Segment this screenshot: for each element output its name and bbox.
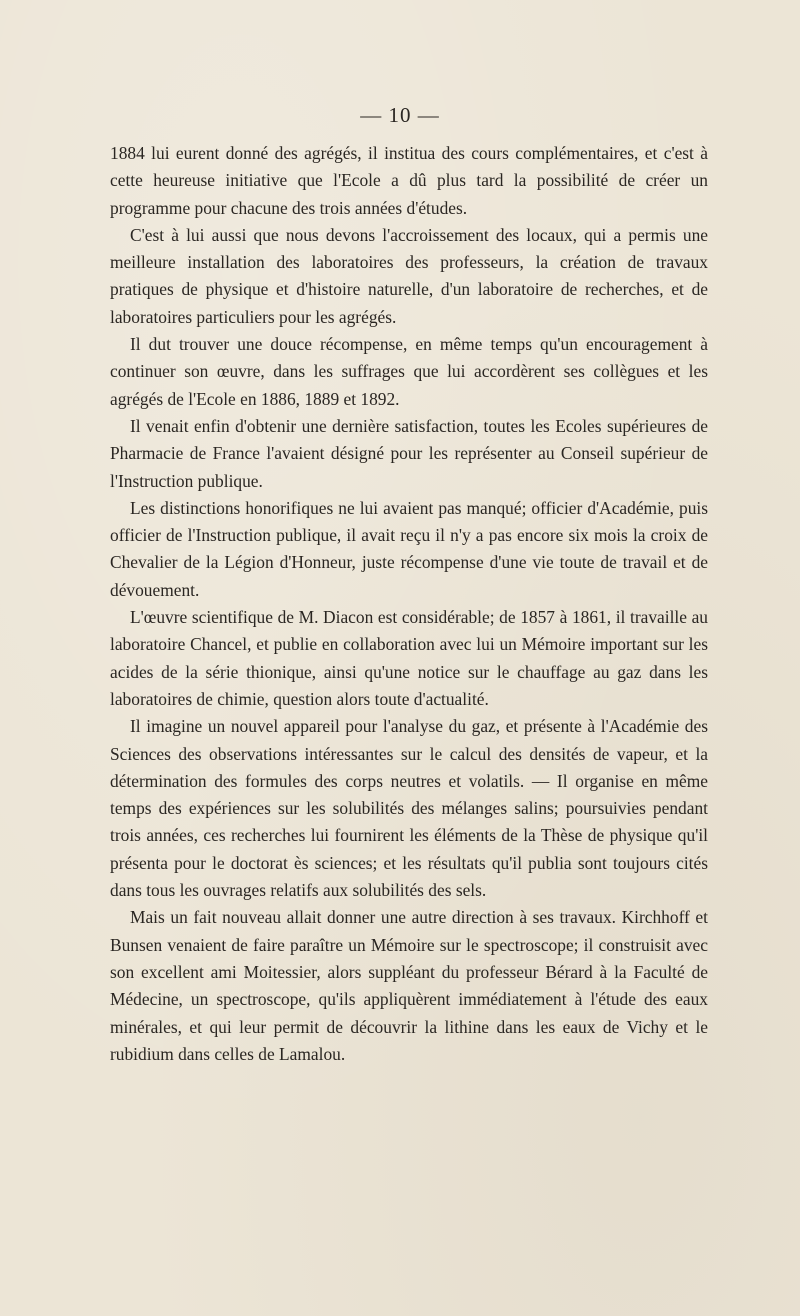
body-text [110,140,708,1068]
paragraph-7: Il imagine un nouvel appareil pour l'analyse du gaz, et présente à l'Académie des Sciences des observations intéressantes sur le calcul des densités de vapeur, et la détermination des formules des corps neutres et volatils. — Il organise en même temps des expériences sur les solubilités des mélanges salins; poursuivies pendant trois années, ces recherches lui fournirent les éléments de la Thèse de physique qu'il présenta pour le doctorat ès sciences; et les résultats qu'il publia sont toujours cités dans tous les ouvrages relatifs aux solubilités des sels. [110,716,708,901]
paragraph-4: Il venait enfin d'obtenir une dernière satisfaction, toutes les Ecoles supérieures de Pharmacie de France l'avaient désigné pour les représenter au Conseil supérieur de l'Instruction publique. [110,415,708,491]
paragraph-6: L'œuvre scientifique de M. Diacon est considérable; de 1857 à 1861, il travaille au laboratoire Chancel, et publie en collaboration avec lui un Mémoire important sur les acides de la série thionique, ainsi qu'une notice sur le chauffage au gaz dans les laboratoires de chimie, question alors toute d'actualité. [110,607,708,709]
paragraph-1: 1884 lui eurent donné des agrégés, il institua des cours complémentaires, et c'est à cette heureuse initiative que l'Ecole a dû plus tard la possibilité de créer un programme pour chacune des trois années d'études. [110,143,708,218]
page-number: — 10 — [360,103,440,127]
paragraph-8: Mais un fait nouveau allait donner une autre direction à ses travaux. Kirchhoff et Bunsen venaient de faire paraître un Mémoire sur le spectroscope; il construisit avec son excellent ami Moitessier, alors suppléant du professeur Bérard à la Faculté de Médecine, un spectroscope, qu'ils appliquèrent immédiatement à l'étude des eaux minérales, et qui leur permit de découvrir la lithine dans les eaux de Vichy et le rubidium dans celles de Lamalou. [110,907,708,1064]
paragraph-5: Les distinctions honorifiques ne lui avaient pas manqué; officier d'Académie, puis officier de l'Instruction publique, il avait reçu il n'y a pas encore six mois la croix de Chevalier de la Légion d'Honneur, juste récompense d'une vie toute de travail et de dévouement. [110,497,708,600]
paragraph-3: Il dut trouver une douce récompense, en même temps qu'un encouragement à continuer son œuvre, dans les suffrages que lui accordèrent ses collègues et les agrégés de l'Ecole en 1886, 1889 et 1892. [110,334,708,409]
paragraph-2: C'est à lui aussi que nous devons l'accroissement des locaux, qui a permis une meilleure installation des laboratoires des professeurs, la création de travaux pratiques de physique et d'histoire naturelle, d'un laboratoire de recherches, et de laboratoires particuliers pour les agrégés. [110,224,708,327]
